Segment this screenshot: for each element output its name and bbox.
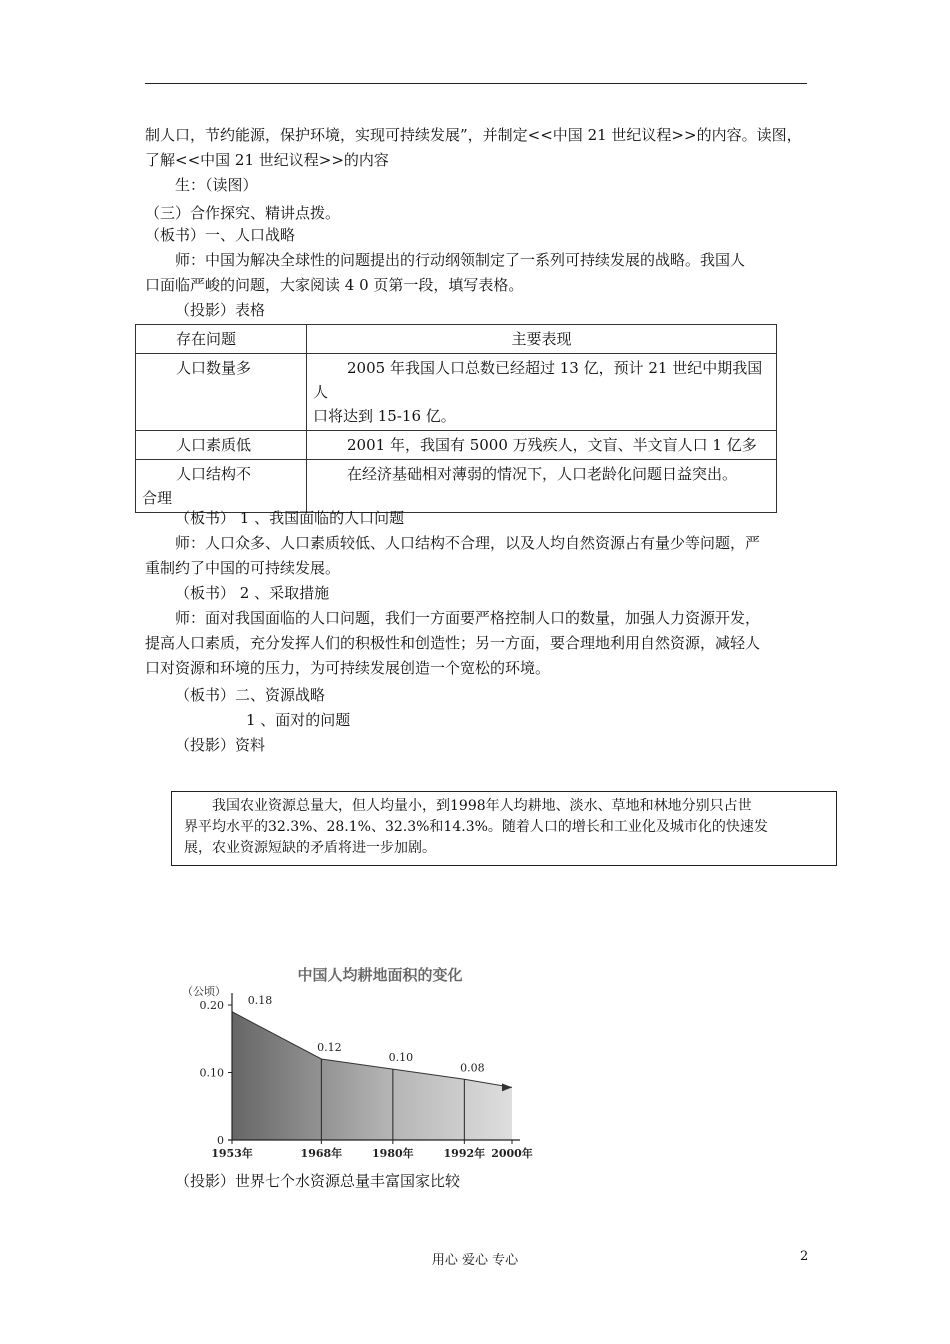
x-tick-label: 2000年: [491, 1147, 533, 1160]
paragraph-line: 师：人口众多、人口素质较低、人口结构不合理，以及人均自然资源占有量少等问题，严: [175, 534, 761, 552]
issue-text: 合理: [142, 489, 173, 507]
board-heading: （板书）一、人口战略: [145, 226, 296, 244]
paragraph-line: 了解<<中国 21 世纪议程>>的内容: [145, 151, 389, 169]
page-footer: 用心 爱心 专心: [431, 1253, 519, 1268]
plot-area: [200, 993, 533, 1160]
data-label: 0.18: [247, 993, 273, 1007]
paragraph-line: 提高人口素质，充分发挥人们的积极性和创造性；另一方面，要合理地利用自然资源，减轻人: [145, 634, 761, 652]
table-row: [136, 431, 777, 460]
table-row: [136, 354, 777, 431]
projection-label: （投影）世界七个水资源总量丰富国家比较: [175, 1172, 461, 1190]
section-heading: （三）合作探究、精讲点拨。: [145, 204, 341, 222]
table-header-cell: 存在问题: [136, 325, 307, 354]
x-tick-label: 1992年: [443, 1147, 486, 1160]
projection-label: （投影）表格: [175, 301, 266, 319]
table-header-cell: 主要表现: [307, 325, 777, 354]
table-cell: [307, 431, 777, 460]
resource-line: [184, 796, 824, 817]
chart-title: 中国人均耕地面积的变化: [297, 966, 463, 984]
resource-line: 展，农业资源短缺的矛盾将进一步加剧。: [184, 840, 436, 856]
x-tick-label: 1953年: [211, 1147, 253, 1160]
population-issues-table: [135, 324, 777, 513]
resource-data-box: [171, 791, 837, 866]
detail-text: 2001 年，我国有 5000 万残疾人，文盲、半文盲人口 1 亿多: [347, 436, 757, 454]
x-tick-label: 1968年: [300, 1147, 343, 1160]
board-heading: （板书） 1 、我国面临的人口问题: [175, 509, 405, 527]
issue-text: 人口素质低: [176, 436, 252, 454]
issue-text: 人口结构不: [176, 465, 252, 483]
resource-text: 我国农业资源总量大，但人均量小，到1998年人均耕地、淡水、草地和林地分别只占世: [212, 798, 752, 814]
y-axis-label: （公顷）: [182, 985, 226, 998]
area-fill: [232, 1012, 512, 1140]
board-heading: （板书） 2 、采取措施: [175, 584, 330, 602]
table-row: [136, 460, 777, 513]
data-label: 0.12: [317, 1041, 342, 1054]
projection-label: （投影）资料: [175, 736, 266, 754]
paragraph-line: 重制约了中国的可持续发展。: [145, 559, 341, 577]
resource-line: 界平均水平的32.3%、28.1%、32.3%和14.3%。随着人口的增长和工业化及城市化的快速发: [184, 819, 768, 835]
table-cell: [307, 354, 777, 431]
detail-text: 口将达到 15-16 亿。: [313, 407, 456, 425]
x-tick-label: 1980年: [372, 1147, 414, 1160]
paragraph-line: 口面临严峻的问题，大家阅读 4 0 页第一段，填写表格。: [145, 276, 524, 294]
data-label: 0.10: [388, 1051, 414, 1065]
farmland-chart: [180, 962, 540, 1171]
y-tick-label: 0.10: [199, 1066, 224, 1080]
board-subheading: 1 、面对的问题: [246, 711, 351, 729]
data-label: 0.08: [460, 1061, 485, 1075]
y-tick-label: 0.20: [199, 999, 224, 1012]
header-rule: [145, 83, 807, 84]
paragraph-line: 师：中国为解决全球性的问题提出的行动纲领制定了一系列可持续发展的战略。我国人: [175, 251, 746, 269]
paragraph-line: 师：面对我国面临的人口问题，我们一方面要严格控制人口的数量，加强人力资源开发，: [175, 609, 761, 627]
table-cell: [307, 460, 777, 513]
table-cell: [136, 431, 307, 460]
table-cell: [136, 354, 307, 431]
issue-text: 人口数量多: [176, 359, 252, 377]
detail-text: 2005 年我国人口总数已经超过 13 亿，预计 21 世纪中期我国人: [313, 359, 763, 401]
table-cell: [136, 460, 307, 513]
page-number: 2: [800, 1249, 809, 1264]
board-heading: （板书）二、资源战略: [175, 686, 326, 704]
y-tick-label: 0: [217, 1134, 224, 1147]
detail-text: 在经济基础相对薄弱的情况下，人口老龄化问题日益突出。: [347, 465, 738, 483]
paragraph-line: 制人口，节约能源，保护环境，实现可持续发展”，并制定<<中国 21 世纪议程>>的内容。读图，: [145, 126, 802, 144]
paragraph-line: 口对资源和环境的压力，为可持续发展创造一个宽松的环境。: [145, 659, 551, 677]
chart-svg: [180, 962, 540, 1167]
table-header-row: [136, 325, 777, 354]
paragraph-line: 生：（读图）: [175, 176, 258, 194]
